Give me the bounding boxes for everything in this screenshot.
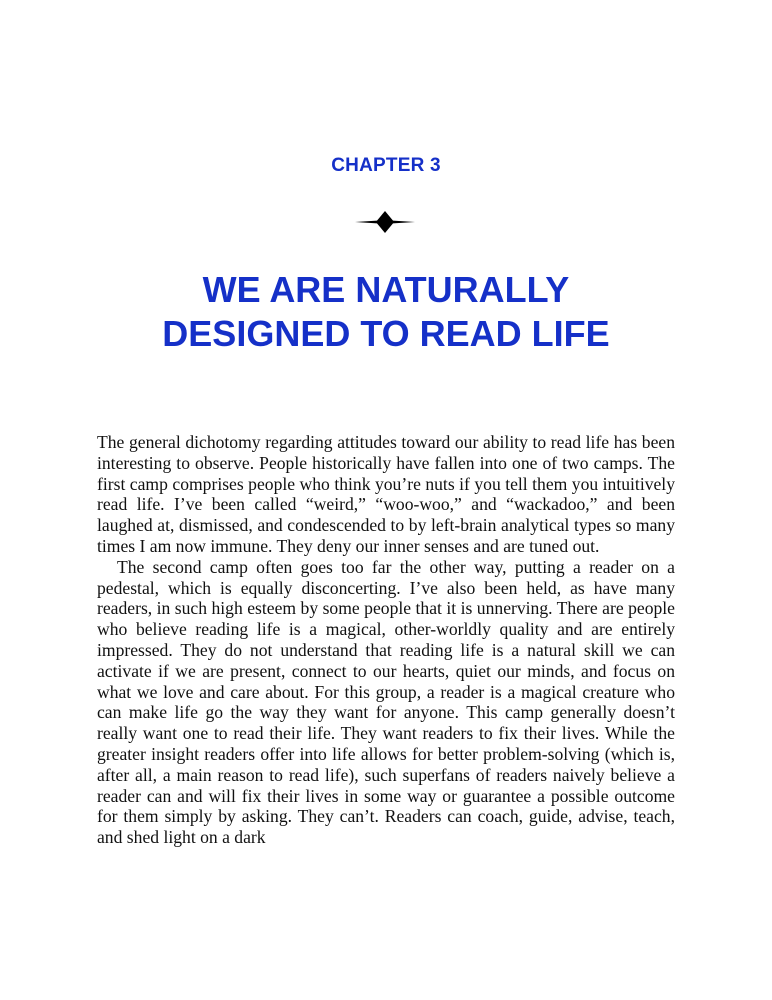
chapter-title-line-2: DESIGNED TO READ LIFE [162,313,610,354]
chapter-title-line-1: WE ARE NATURALLY [202,269,570,310]
paragraph-2: The second camp often goes too far the other way, putting a reader on a pedestal, which is equally disconcerting. I’ve also been held, as have many readers, in such high esteem by some people that it is unnerving. There are people who believe reading life is a magical, other-worldly quality and are entirely impressed. They do not understand that reading life is a natural skill we can activate if we are present, connect to our hearts, quiet our minds, and focus on what we love and care about. For this group, a reader is a magical creature who can make life go the way they want for anyone. This camp generally doesn’t really want one to read their life. They want readers to fix their lives. While the greater insight readers offer into life allows for better problem-solving (which is, after all, a main reason to read life), such superfans of readers naively believe a reader can and will fix their lives in some way or guarantee a possible outcome for them simply by asking. They can’t. Readers can coach, guide, advise, teach, and shed light on a dark [97,556,675,848]
body-text [97,432,675,848]
chapter-label: CHAPTER 3 [331,155,441,176]
four-point-star-divider-icon [355,211,415,233]
chapter-title [0,268,772,356]
paragraph-1: The general dichotomy regarding attitudes toward our ability to read life has been interesting to observe. People historically have fallen into one of two camps. The first camp comprises people who think you’re nuts if you tell them you intuitively read life. I’ve been called “weird,” “woo-woo,” and “wackadoo,” and been laughed at, dismissed, and condescended to by left-brain analytical types so many times I am now immune. They deny our inner senses and are tuned out. [97,432,675,556]
